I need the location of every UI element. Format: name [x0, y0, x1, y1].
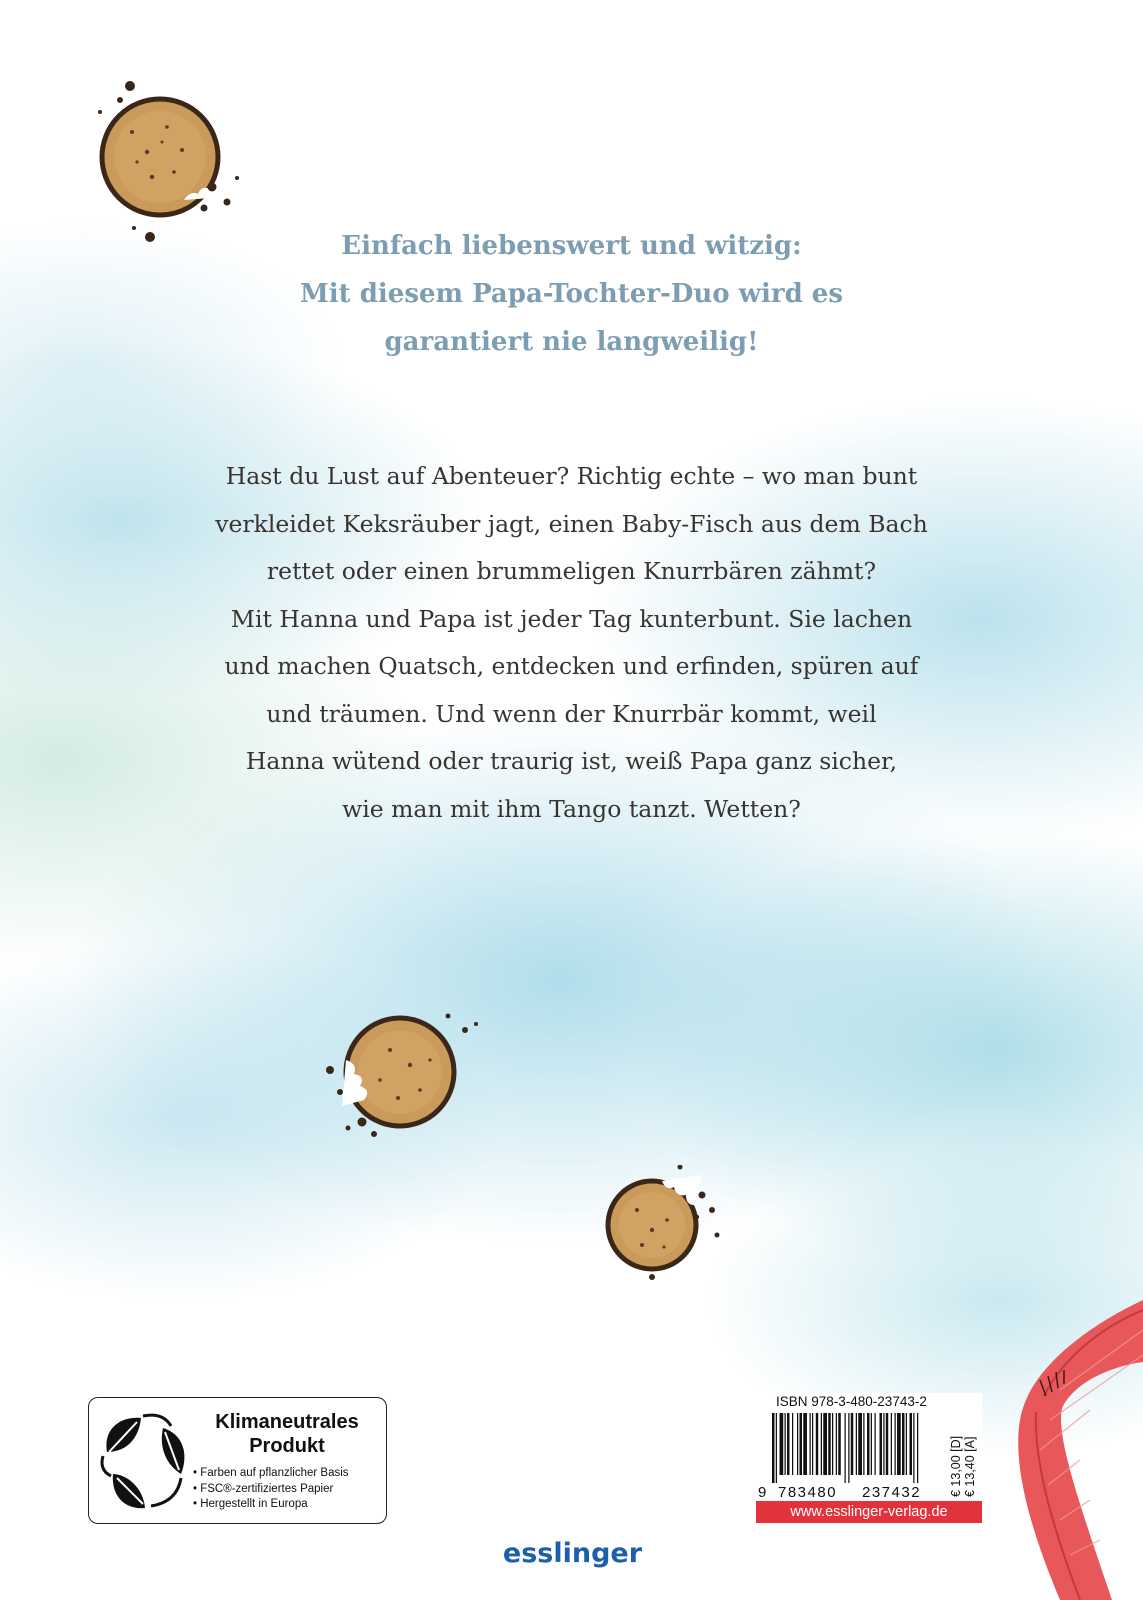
barcode-digits-left: 783480 [778, 1484, 838, 1501]
barcode-bar [821, 1413, 822, 1475]
barcode-bar [832, 1413, 833, 1475]
barcode-bar [871, 1413, 872, 1475]
barcode-bar [867, 1413, 870, 1475]
barcode-bar [772, 1413, 775, 1483]
barcode-bar [902, 1413, 905, 1475]
barcode-bar [845, 1413, 846, 1483]
barcode-bar [816, 1413, 819, 1475]
tagline [0, 222, 1143, 366]
climate-feature-item: • Farben auf pflanzlicher Basis [193, 1467, 349, 1479]
barcode-bar [812, 1413, 813, 1475]
barcode-bar [906, 1413, 907, 1475]
barcode-bar [785, 1413, 786, 1475]
blurb-line: und machen Quatsch, entdecken und erfinden, spüren auf [224, 652, 919, 680]
climate-title-line2: Produkt [249, 1435, 325, 1457]
climate-feature-list [193, 1466, 383, 1513]
barcode-bar [792, 1413, 793, 1475]
barcode-digit-first: 9 [758, 1484, 767, 1501]
climate-feature-item: • Hergestellt in Europa [193, 1498, 308, 1510]
barcode-bar [848, 1413, 849, 1483]
publisher-website[interactable]: www.esslinger-verlag.de [756, 1501, 982, 1523]
barcode-bar [856, 1413, 857, 1475]
barcode-bar [836, 1413, 837, 1475]
scarf-illustration [1000, 1300, 1143, 1600]
barcode-bar [776, 1413, 777, 1483]
barcode-bar [787, 1413, 790, 1475]
blurb-line: rettet oder einen brummeligen Knurrbären zähmt? [266, 557, 877, 585]
blurb-line: und träumen. Und wenn der Knurrbär kommt, weil [266, 699, 877, 728]
climate-feature-item: • FSC®-zertifiziertes Papier [193, 1482, 334, 1495]
barcode-bar [913, 1413, 914, 1483]
publisher-logo: esslinger [502, 1538, 643, 1569]
blurb-line: Mit Hanna und Papa ist jeder Tag kunterbunt. Sie lachen [230, 604, 913, 633]
publisher-logo-box [481, 1510, 664, 1600]
climate-title-line1: Klimaneutrales [215, 1411, 359, 1433]
price-labels [949, 1415, 977, 1497]
barcode-bar [838, 1413, 841, 1475]
tagline-line: Mit diesem Papa-Tochter-Duo wird es [300, 279, 843, 309]
tagline-line: Einfach liebenswert und witzig: [341, 231, 802, 261]
barcode-bar [895, 1413, 896, 1475]
barcode-bar [803, 1413, 807, 1475]
blurb-line: verkleidet Keksräuber jagt, einen Baby-Fisch aus dem Bach [215, 509, 928, 538]
blurb-line: wie man mit ihm Tango tanzt. Wetten? [342, 794, 801, 823]
cookie-illustration-middle [310, 1010, 490, 1150]
barcode-bar [851, 1413, 854, 1475]
barcode-bar [823, 1413, 827, 1475]
barcode-bar [883, 1413, 884, 1475]
barcode-bar [810, 1413, 811, 1475]
barcode-bar [886, 1413, 889, 1475]
book-blurb [0, 453, 1143, 833]
barcode [756, 1413, 946, 1501]
isbn-barcode-block [756, 1393, 982, 1524]
price-austria: € 13,40 [A] [963, 1436, 977, 1497]
climate-neutral-badge [88, 1397, 387, 1524]
barcode-bar [800, 1413, 803, 1475]
barcode-bar [858, 1413, 862, 1475]
cookie-illustration-bottom [592, 1165, 742, 1285]
price-germany: € 13,00 [D] [949, 1435, 963, 1497]
barcode-digits-right: 237432 [862, 1484, 922, 1501]
leaf-recycle-icon [97, 1412, 189, 1512]
barcode-bar [910, 1413, 913, 1475]
barcode-bar [880, 1413, 883, 1475]
isbn-text: ISBN 978-3-480-23743-2 [776, 1394, 927, 1409]
barcode-bar [891, 1413, 892, 1475]
barcode-bar [897, 1413, 901, 1475]
barcode-bar [917, 1413, 918, 1483]
blurb-line: Hanna wütend oder traurig ist, weiß Papa ganz sicher, [245, 747, 898, 775]
tagline-line: garantiert nie langweilig! [384, 327, 759, 357]
barcode-bar [875, 1413, 876, 1475]
barcode-bar [797, 1413, 798, 1475]
climate-title [197, 1410, 377, 1458]
barcode-bar [863, 1413, 864, 1475]
barcode-bar [828, 1413, 831, 1475]
blurb-line: Hast du Lust auf Abenteuer? Richtig echte – wo man bunt [225, 462, 918, 490]
barcode-bar [780, 1413, 784, 1475]
